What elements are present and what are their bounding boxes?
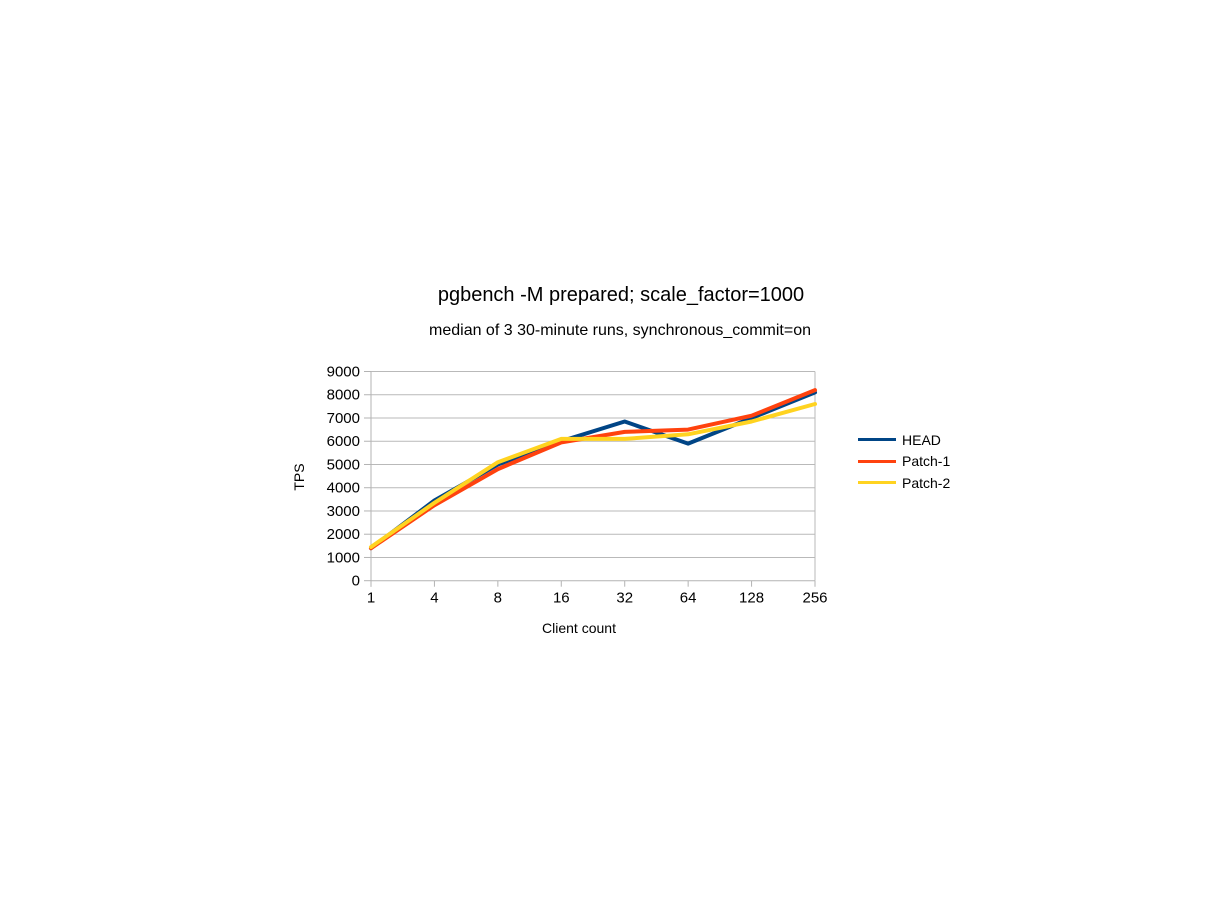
series-line-patch-1	[371, 390, 815, 548]
y-tick-label: 3000	[326, 502, 360, 520]
legend-line-swatch	[858, 460, 896, 463]
legend-item-head	[858, 429, 950, 451]
chart-title: pgbench -M prepared; scale_factor=1000	[437, 284, 805, 306]
x-tick-label: 8	[493, 589, 503, 607]
y-tick-label: 8000	[326, 386, 360, 404]
legend-label: Patch-2	[902, 474, 951, 491]
y-tick-label: 5000	[326, 456, 360, 474]
y-tick-label: 9000	[326, 363, 360, 381]
y-tick-label: 1000	[326, 549, 360, 567]
legend-line-swatch	[858, 438, 896, 441]
legend-item-patch-2	[858, 472, 950, 494]
chart-subtitle: median of 3 30-minute runs, synchronous_commit=on	[429, 322, 811, 339]
series-line-patch-2	[371, 404, 815, 547]
x-tick-label: 1	[366, 589, 376, 607]
x-tick-label: 64	[679, 589, 697, 607]
legend-label: Patch-1	[902, 453, 951, 470]
y-tick-label: 4000	[326, 479, 360, 497]
legend-line-swatch	[858, 481, 896, 484]
x-tick-label: 128	[739, 589, 765, 607]
x-axis-title: Client count	[542, 620, 616, 636]
legend-item-patch-1	[858, 451, 950, 473]
y-tick-label: 6000	[326, 433, 360, 451]
x-tick-label: 256	[802, 589, 828, 607]
legend	[858, 429, 950, 494]
legend-label: HEAD	[902, 431, 941, 448]
x-tick-label: 16	[552, 589, 570, 607]
y-axis-title: TPS	[291, 463, 307, 491]
x-tick-label: 4	[430, 589, 439, 607]
y-tick-label: 2000	[326, 526, 360, 544]
y-tick-label: 7000	[326, 409, 360, 427]
y-tick-label: 0	[351, 572, 360, 590]
x-tick-label: 32	[616, 589, 634, 607]
